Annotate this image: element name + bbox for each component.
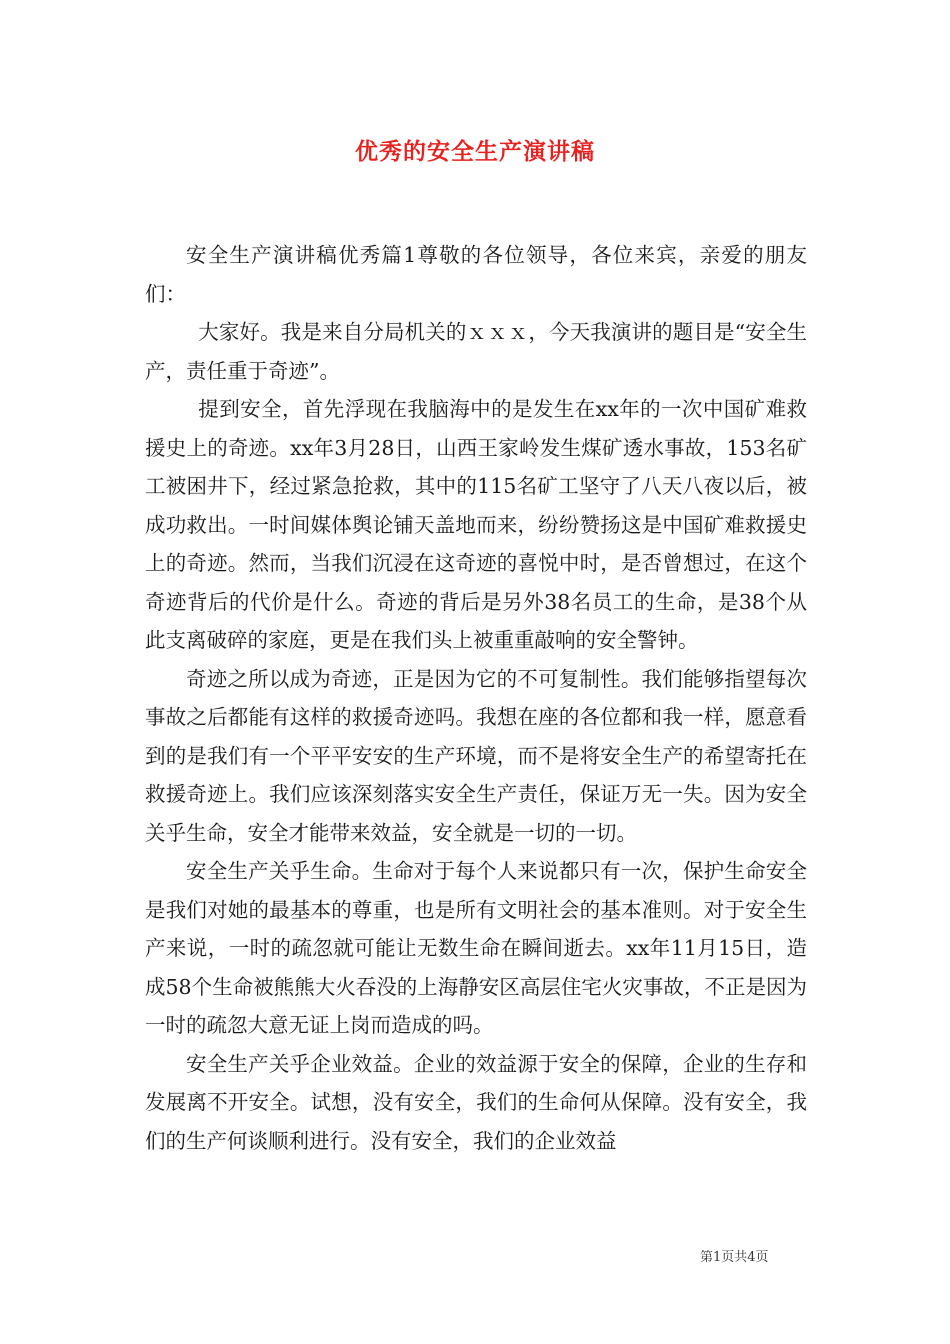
document-title: 优秀的安全生产演讲稿 (355, 138, 595, 165)
page-number-footer: 第1页共4页 (700, 1250, 769, 1265)
paragraph-4: 奇迹之所以成为奇迹，正是因为它的不可复制性。我们能够指望每次事故之后都能有这样的救援奇迹吗。我想在座的各位都和我一样，愿意看到的是我们有一个平平安安的生产环境，而不是将安全生产的希望寄托在救援奇迹上。我们应该深刻落实安全生产责任，保证万无一失。因为安全关乎生命，安全才能带来效益，安全就是一切的一切。 (145, 666, 807, 845)
paragraph-2: 大家好。我是来自分局机关的ｘｘｘ，今天我演讲的题目是“安全生产，责任重于奇迹”。 (145, 320, 807, 383)
paragraph-1: 安全生产演讲稿优秀篇1尊敬的各位领导，各位来宾，亲爱的朋友们： (145, 243, 807, 306)
paragraph-5: 安全生产关乎生命。生命对于每个人来说都只有一次，保护生命安全是我们对她的最基本的尊重，也是所有文明社会的基本准则。对于安全生产来说，一时的疏忽就可能让无数生命在瞬间逝去。xx年11月15日，造成58个生命被熊熊大火吞没的上海静安区高层住宅火灾事故，不正是因为一时的疏忽大意无证上岗而造成的吗。 (145, 859, 807, 1037)
paragraph-3: 提到安全，首先浮现在我脑海中的是发生在xx年的一次中国矿难救援史上的奇迹。xx年3月28日，山西王家岭发生煤矿透水事故，153名矿工被困井下，经过紧急抢救，其中的115名矿工坚守了八天八夜以后，被成功救出。一时间媒体舆论铺天盖地而来，纷纷赞扬这是中国矿难救援史上的奇迹。然而，当我们沉浸在这奇迹的喜悦中时，是否曾想过，在这个奇迹背后的代价是什么。奇迹的背后是另外38名员工的生命，是38个从此支离破碎的家庭，更是在我们头上被重重敲响的安全警钟。 (145, 397, 807, 652)
paragraph-6: 安全生产关乎企业效益。企业的效益源于安全的保障，企业的生存和发展离不开安全。试想，没有安全，我们的生命何从保障。没有安全，我们的生产何谈顺利进行。没有安全，我们的企业效益 (145, 1051, 807, 1153)
document-body (145, 236, 807, 1160)
